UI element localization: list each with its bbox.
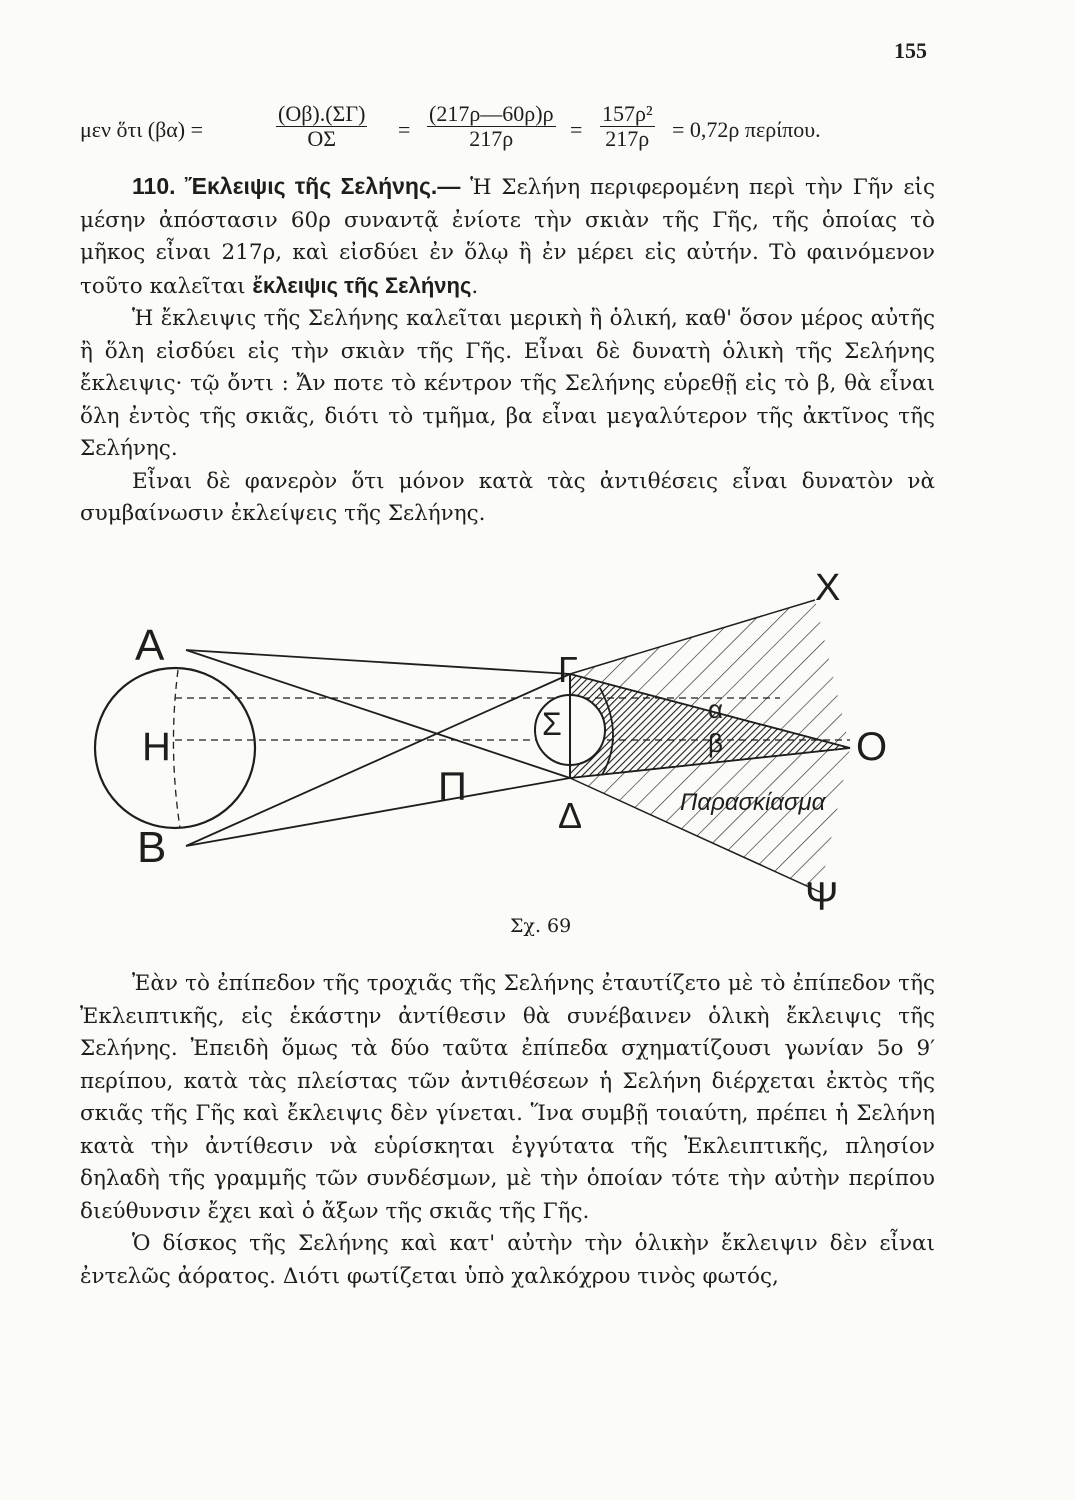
label-alpha: Α <box>135 621 165 670</box>
continuation-text <box>80 968 935 1293</box>
label-beta: Β <box>137 823 167 872</box>
section-heading: 110. Ἔκλειψις τῆς Σελήνης.— <box>132 173 461 199</box>
fraction-3-denominator: 217ρ <box>605 126 650 151</box>
tangent-line <box>186 650 570 778</box>
label-omicron: Ο <box>856 725 888 769</box>
equals-sign: = <box>570 117 583 142</box>
tangent-line <box>186 674 570 846</box>
paragraph <box>80 170 935 303</box>
paragraph-end: . <box>471 273 479 299</box>
paragraph: Ἐὰν τὸ ἐπίπεδον τῆς τροχιᾶς τῆς Σελήνης ἐταυτίζετο μὲ τὸ ἐπίπεδον τῆς Ἐκλειπτικῆς, εἰς ἑκάστην ἀντίθεσιν θὰ συνέβαινεν ὁλικὴ ἔκλειψις τῆς Σελήνης. Ἐπειδὴ ὅμως τὰ δύο ταῦτα ἐπίπεδα σχηματίζουσι γωνίαν 5ο 9′ περίπου, κατὰ τὰς πλείστας τῶν ἀντιθέσεων ἡ Σελήνη διέρχεται ἐκτὸς τῆς σκιᾶς τῆς Γῆς καὶ ἔκλειψις δὲν γίνεται. Ἵνα συμβῇ τοιαύτη, πρέπει ἡ Σελήνη κατὰ τὴν ἀντίθεσιν νὰ εὑρίσκηται ἐγγύτατα τῆς Ἐκλειπτικῆς, πλησίον δηλαδὴ τῆς γραμμῆς τῶν συνδέσμων, μὲ τὴν ὁποίαν τότε τὴν αὐτὴν περίπου διεύθυνσιν ἔχει καὶ ὁ ἄξων τῆς σκιᾶς τῆς Γῆς. <box>80 971 935 1224</box>
label-psi: Ψ <box>805 875 839 919</box>
paragraph-text: Ἡ Σελήνη περιφερομένη περὶ τὴν Γῆν εἰς μέσην ἀπόστασιν 60ρ συναντᾷ ἐνίοτε τὴν σκιὰν τῆς Γῆς, τῆς ὁποίας τὸ μῆκος εἶναι 217ρ, καὶ εἰσδύει ἐν ὅλῳ ἢ ἐν μέρει εἰς αὐτήν. Τὸ φαινόμενον τοῦτο καλεῖται <box>80 175 936 299</box>
fraction-1-denominator: ΟΣ <box>307 126 337 151</box>
label-chi: Χ <box>815 570 841 609</box>
label-eta: Η <box>142 725 171 769</box>
label-penumbra: Παρασκίασμα <box>680 789 826 816</box>
formula-lead: μεν ὅτι (βα) = <box>80 117 204 142</box>
label-small-beta: β <box>708 728 723 758</box>
fraction-2 <box>427 103 556 151</box>
label-small-alpha: α <box>708 694 724 724</box>
fraction-1-numerator: (Οβ).(ΣΓ) <box>278 101 366 126</box>
page-number: 155 <box>894 38 927 63</box>
moon-distance-formula <box>80 95 940 165</box>
label-pi: Π <box>438 765 467 809</box>
paragraph: Ὁ δίσκος τῆς Σελήνης καὶ κατ' αὐτὴν τὴν ὁλικὴν ἔκλειψιν δὲν εἶναι ἐντελῶς ἀόρατος. Διότι φωτίζεται ὑπὸ χαλκόχρου τινὸς φωτός, <box>80 1231 935 1289</box>
equals-sign: = <box>398 117 411 142</box>
defined-term: ἔκλειψις τῆς Σελήνης <box>252 272 472 298</box>
fraction-2-denominator: 217ρ <box>469 126 514 151</box>
earth-meridian <box>173 670 180 828</box>
label-sigma: Σ <box>542 706 562 742</box>
fraction-3-numerator: 157ρ² <box>602 101 653 126</box>
lunar-eclipse-diagram <box>80 570 950 920</box>
paragraph: Εἶναι δὲ φανερὸν ὅτι μόνον κατὰ τὰς ἀντιθέσεις εἶναι δυνατὸν νὰ συμβαίνωσιν ἐκλείψεις τῆς Σελήνης. <box>80 468 935 526</box>
section-110 <box>80 170 935 531</box>
label-delta: Δ <box>558 795 583 836</box>
figure-caption: Σχ. 69 <box>510 915 572 937</box>
tangent-line <box>186 650 570 674</box>
label-gamma: Γ <box>558 649 578 690</box>
fraction-3 <box>600 103 655 151</box>
fraction-2-numerator: (217ρ—60ρ)ρ <box>429 101 554 126</box>
formula-result: = 0,72ρ περίπου. <box>672 117 821 142</box>
fraction-1 <box>276 103 367 151</box>
earth-circle <box>95 668 255 828</box>
paragraph: Ἡ ἔκλειψις τῆς Σελήνης καλεῖται μερικὴ ἢ ὁλική, καθ' ὅσον μέρος αὐτῆς ἢ ὅλη εἰσδύει εἰς τὴν σκιὰν τῆς Γῆς. Εἶναι δὲ δυνατὴ ὁλικὴ τῆς Σελήνης ἔκλειψις· τῷ ὄντι : Ἄν ποτε τὸ κέντρον τῆς Σελήνης εὑρεθῇ εἰς τὸ β, θὰ εἶναι ὅλη ἐντὸς τῆς σκιᾶς, διότι τὸ τμῆμα, βα εἶναι μεγαλύτερον τῆς ἀκτῖνος τῆς Σελήνης. <box>80 306 935 461</box>
